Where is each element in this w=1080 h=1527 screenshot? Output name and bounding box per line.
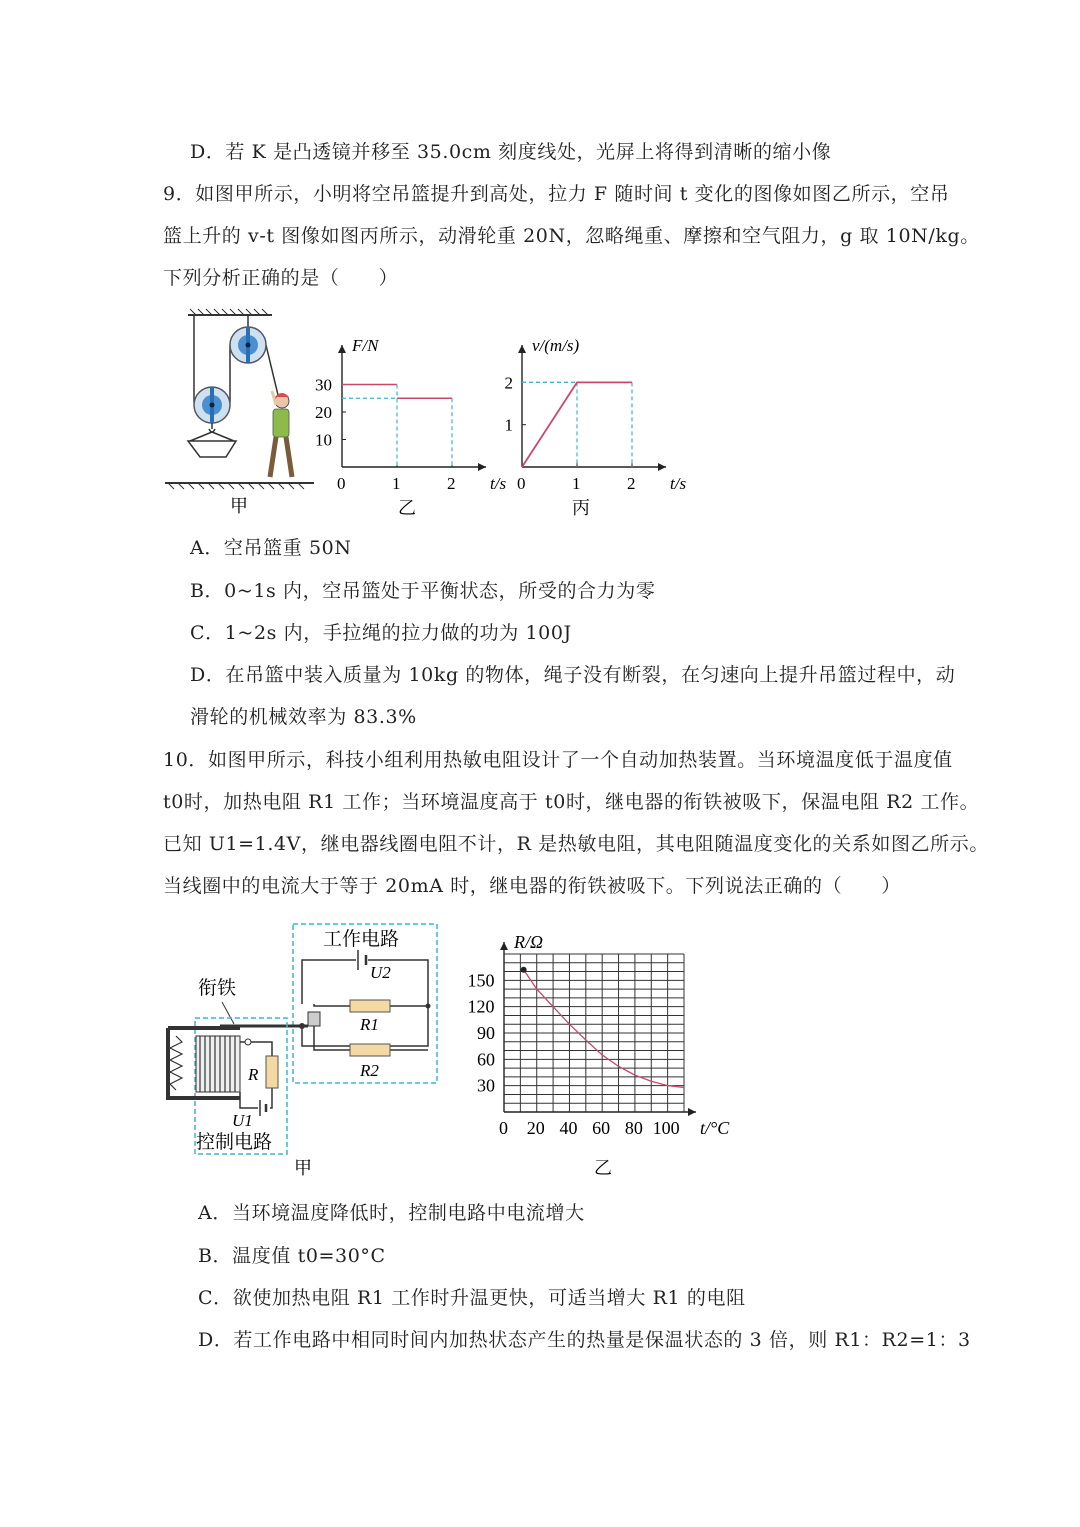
x-tick-label: 0: [517, 474, 526, 493]
q10-option-c: C．欲使加热电阻 R1 工作时升温更快，可适当增大 R1 的电阻: [198, 1287, 746, 1309]
x-tick-label: 0: [499, 1118, 508, 1138]
x-tick-label: 20: [526, 1118, 545, 1138]
y-tick-label: 2: [504, 373, 513, 393]
q10-stem-line-2: t0时，加热电阻 R1 工作；当环境温度高于 t0时，继电器的衔铁被吸下，保温电阻 R2 工作。: [163, 791, 980, 813]
y-tick-label: 120: [467, 996, 495, 1017]
y-tick-label: 60: [477, 1049, 495, 1070]
y-tick-label: 30: [315, 375, 332, 395]
x-axis-label: t/s: [490, 474, 507, 493]
relay-circuit: [160, 918, 450, 1180]
q10-option-d: D．若工作电路中相同时间内加热状态产生的热量是保温状态的 3 倍，则 R1：R2=1：3: [198, 1329, 971, 1351]
u1-label: U1: [232, 1111, 253, 1130]
velocity-time-chart: [498, 332, 687, 522]
series-start-point: [521, 967, 527, 973]
q9-option-d: D．在吊篮中装入质量为 10kg 的物体，绳子没有断裂，在匀速向上提升吊篮过程中，动: [190, 664, 956, 686]
q9-option-b: B．0~1s 内，空吊篮处于平衡状态，所受的合力为零: [190, 580, 656, 602]
q10-stem-line-1: 10．如图甲所示，科技小组利用热敏电阻设计了一个自动加热装置。当环境温度低于温度值: [163, 749, 953, 771]
x-tick-label: 60: [592, 1118, 611, 1138]
x-axis-label: t/°C: [700, 1118, 730, 1138]
x-tick-label: 100: [652, 1118, 680, 1138]
q8-option-d: D．若 K 是凸透镜并移至 35.0cm 刻度线处，光屏上将得到清晰的缩小像: [190, 141, 832, 163]
x-tick-label: 2: [447, 474, 456, 493]
resistance-temperature-chart: [462, 922, 732, 1182]
x-tick-label: 1: [392, 474, 401, 493]
x-tick-label: 1: [572, 474, 581, 493]
figure-label-jia: 甲: [230, 496, 248, 516]
x-axis-arrow: [688, 1108, 696, 1116]
control-circuit-label: 控制电路: [196, 1132, 273, 1153]
x-tick-label: 0: [337, 474, 346, 493]
u2-label: U2: [370, 963, 391, 982]
pulley-figure: [160, 305, 320, 520]
q9-stem-line-3: 下列分析正确的是（ ）: [163, 267, 399, 289]
r2-label: R2: [360, 1061, 379, 1080]
force-time-chart: [312, 332, 507, 522]
work-circuit-label: 工作电路: [323, 929, 400, 950]
figure-label-jia-10: 甲: [294, 1158, 312, 1178]
series-line-R: [524, 970, 684, 1088]
y-tick-label: 90: [477, 1023, 495, 1043]
figure-label-yi-10: 乙: [594, 1158, 612, 1178]
fixed-pulley: [230, 327, 266, 363]
y-axis-arrow: [500, 942, 508, 950]
q10-option-a: A．当环境温度降低时，控制电路中电流增大: [198, 1202, 585, 1224]
y-tick-label: 10: [315, 430, 332, 450]
q9-option-c: C．1~2s 内，手拉绳的拉力做的功为 100J: [190, 622, 572, 644]
x-axis-label: t/s: [670, 474, 687, 493]
y-tick-label: 20: [315, 403, 332, 422]
x-tick-label: 40: [559, 1118, 578, 1138]
movable-pulley: [194, 387, 230, 432]
y-axis-arrow: [518, 345, 526, 353]
q10-stem-line-4: 当线圈中的电流大于等于 20mA 时，继电器的衔铁被吸下。下列说法正确的（ ）: [163, 875, 901, 897]
figure-label-bing: 丙: [572, 498, 590, 518]
q9-stem-line-2: 篮上升的 v-t 图像如图丙所示，动滑轮重 20N，忽略绳重、摩擦和空气阻力，g 取 10N/kg。: [163, 225, 980, 247]
y-tick-label: 1: [504, 415, 513, 435]
q9-option-a: A．空吊篮重 50N: [190, 537, 352, 559]
r-label: R: [248, 1065, 259, 1084]
armature-label: 衔铁: [198, 978, 237, 999]
y-axis-label: F/N: [352, 336, 379, 355]
q10-stem-line-3: 已知 U1=1.4V，继电器线圈电阻不计，R 是热敏电阻，其电阻随温度变化的关系如图乙所示。: [163, 833, 989, 855]
y-axis-arrow: [338, 345, 346, 353]
figure-label-yi: 乙: [398, 498, 416, 518]
x-tick-label: 2: [627, 474, 636, 493]
person: [270, 391, 292, 477]
x-axis-arrow: [658, 463, 666, 471]
y-tick-label: 150: [467, 970, 495, 991]
y-axis-label: R/Ω: [514, 932, 544, 952]
r1-label: R1: [360, 1015, 379, 1034]
y-axis-label: v/(m/s): [532, 336, 580, 355]
q10-option-b: B．温度值 t0=30°C: [198, 1245, 386, 1267]
q9-stem-line-1: 9．如图甲所示，小明将空吊篮提升到高处，拉力 F 随时间 t 变化的图像如图乙所示，空吊: [163, 183, 950, 205]
x-tick-label: 80: [624, 1118, 643, 1138]
y-tick-label: 30: [477, 1075, 495, 1096]
basket: [188, 432, 236, 457]
q9-option-d-cont: 滑轮的机械效率为 83.3%: [190, 706, 417, 728]
x-axis-arrow: [478, 463, 486, 471]
